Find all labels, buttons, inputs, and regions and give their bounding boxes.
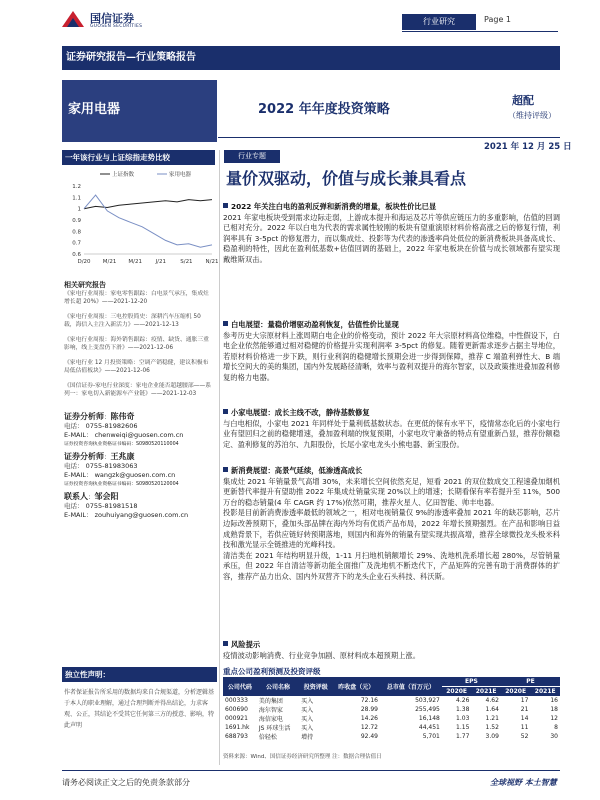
table-row [223,723,560,732]
table-title: 重点公司盈利预测及投资评级 [223,667,321,676]
table-header: 公司代码 [223,677,257,696]
table-cell: 1.64 [485,706,499,713]
footer-divider [62,770,560,771]
table-cell: 4.26 [456,697,470,704]
section-body: 2021 年家电板块受到需求边际走弱，上游成本提升和海运及芯片等供应链压力的多重影响，估值的回调已相对充分。2022 年以白电为代表的需求属性较刚的板块有望重演原材料价格高涨之后的修复行情，利润率具有 3-5pct 的修复潜力，而以集成灶、投影等为代表的渗透率尚处低位的新消费板块具备高成长、稳盈利的特性，因此在盈利低基数+估值回调的基础上，2022 年家电板块在价值与成长领域都有望实现戴维斯双击。 [223,212,560,264]
bullet-square-icon [223,641,228,646]
table-cell: 12.72 [360,724,378,731]
table-subheader: 2020E [442,687,472,697]
analyst-phone: 电话： 0755-81982606 [64,422,138,430]
headline: 量价双驱动，价值与成长兼具看点 [226,169,467,188]
contact-email[interactable]: E-MAIL： zouhuiyang@guosen.com.cn [64,511,189,519]
y-tick-label: 1 [77,206,81,213]
related-reports-title: 相关研究报告 [64,281,106,289]
table-cell: 44,451 [418,724,440,731]
y-tick-label: 1.1 [72,195,81,202]
independence-text: 作者保证报告所采用的数据均来自合规渠道，分析逻辑基于本人的职业理解，通过合理判断并得出结论，力求客观、公正，其结论不受其它任何第三方的授意、影响，特此声明 [64,689,215,729]
related-report-item[interactable]: 《家电行业 12 月投资策略：空调产销稳健，建议积极布局低估值板块》——2021-12-06 [64,360,209,374]
table-cell: 海信家电 [258,716,283,723]
table-header: 公司名称 [257,677,299,696]
y-tick-label: 0.7 [72,240,81,247]
header-divider [402,31,558,32]
section-body: 清洁类在 2021 年结构明显升级，1-11 月扫地机销额增长 29%、洗地机洗系增长超 280%，尽管销量承压，但 2022 年自清洁等新功能全面推广及洗地机不断迭代下，产品矩阵的完善有助于消费群体的扩容，推荐产品力出众、国内外双营齐下的龙头企业石头科技、科沃斯。 [223,550,560,581]
date-divider [218,137,560,138]
table-cell: 14 [520,715,529,722]
section-heading: 2022 年关注白电的盈利反弹和新消费的增量，板块性价比已显 [231,202,437,211]
table-cell: 增持 [301,734,314,741]
table-cell: 18 [550,706,558,713]
table-cell: 8 [554,724,558,731]
bullet-square-icon [223,467,228,472]
analyst-email[interactable]: E-MAIL： chenweiqi@guosen.com.cn [64,431,184,439]
table-cell: 30 [550,733,558,740]
table-cell: 17 [520,697,529,704]
table-cell: 28.99 [360,706,378,713]
report-date: 2021 年 12 月 25 日 [484,142,572,152]
legend-label: 上证指数 [112,172,135,178]
table-cell: 21 [520,706,529,713]
table-cell: JS 环球生活 [258,725,291,732]
report-title: 2022 年年度投资策略 [258,102,390,117]
table-cell: 688793 [225,733,248,740]
analyst-block: 证券分析师：王兆康 电话： 0755-81983063 E-MAIL： wangzk@guosen.com.cn 证券投资咨询执业资格证书编码：S0980520120004 [64,452,179,487]
table-subheader: 2021E [471,687,501,697]
table-cell: 600690 [225,706,248,713]
table-cell: 1.03 [456,715,470,722]
brand-name: 国信证券 [90,12,134,25]
table-source: 资料来源：Wind、国信证券经济研究所整理 注：数据合理估值日 [223,754,382,760]
y-tick-label: 0.8 [72,229,81,236]
table-header: EPS [442,677,501,687]
table-cell: 000333 [225,697,248,704]
section-4 [223,466,560,583]
table-cell: 1.52 [485,724,499,731]
table-cell: 503,927 [415,697,440,704]
report-type-bar: 证券研究报告—行业策略报告 [62,46,560,70]
analyst-role: 证券分析师 [64,412,104,421]
table-cell: 4.62 [485,697,499,704]
section-5 [223,640,560,661]
forecast-table [223,677,560,741]
header-tag: 行业研究 [402,14,476,30]
section-body: 集成灶 2021 年销量景气高增 30%，未来增长空间依然充足，短看 2021 的双位数成交工程速叠加烟机更新替代率提升有望助推 2022 年集成灶销量实现 20%以上的增速；长期看保有率若提升至 11%，500 万台的稳态销量(4 年 CAGR 约 17%)依然可期，推荐火星人、亿田智能、帅丰电器。 [223,476,560,507]
table-cell: 1.77 [456,733,470,740]
table-row [223,696,560,705]
table-cell: 12 [550,715,558,722]
bullet-square-icon [223,321,228,326]
table-cell: 000921 [225,715,248,722]
table-cell: 255,495 [415,706,440,713]
table-subheader: 2021E [530,687,560,697]
table-cell: 倍轻松 [258,734,277,741]
table-cell: 买入 [301,698,314,705]
contact-name: 邹会阳 [94,492,119,501]
table-cell: 买入 [301,707,314,714]
section-heading: 新消费展望：高景气延续，低渗透高成长 [231,466,363,475]
table-header: 投资评级 [299,677,332,696]
related-report-item[interactable]: 《家电行业周报：家电零售跟踪：白电景气承压，集成灶增长超 20%》——2021-12-20 [64,291,209,305]
footer-slogan: 全球视野 本土智慧 [490,778,557,787]
table-cell: 72.16 [360,697,378,704]
section-3 [223,408,560,450]
related-report-item[interactable]: 《家电行业周报：海外销售跟踪：疫情、缺货、通胀三重影响，线上变盘仍下滑》——2021-12-06 [64,337,209,351]
table-header: PE [501,677,560,687]
section-1 [223,202,560,266]
analyst-name: 陈伟奇 [110,412,135,421]
bullet-square-icon [223,203,228,208]
x-tick-label: N/21 [205,259,219,265]
table-row [223,732,560,741]
table-cell: 11 [520,724,529,731]
section-heading: 小家电展望：成长主线不改，静待基数修复 [231,408,370,417]
table-subheader: 2020E [501,687,531,697]
table-cell: 14.26 [360,715,378,722]
legend-label: 家用电器 [169,172,192,178]
guosen-logo-icon [62,9,84,27]
x-tick-label: J/21 [155,259,167,265]
related-report-item[interactable]: 《国信证券-家电行业深度：家电企业能否超越腰部——系列一：家电切入新能源车产业链》——2021-12-03 [64,383,212,397]
table-cell: 海尔智家 [258,707,283,714]
rating: 超配 [512,94,534,107]
contact-role: 联系人 [64,492,88,501]
x-tick-label: M/21 [128,259,143,265]
analyst-phone: 电话： 0755-81983063 [64,462,138,470]
table-cell: 92.49 [360,733,378,740]
table-cell: 买入 [301,716,314,723]
table-header: 总市值（百万元） [380,677,442,696]
table-cell: 52 [520,733,529,740]
section-body: 与白电相似，小家电 2021 年同样处于量利低基数状态。在更低的保有水平下，疫情常态化后的小家电行业有望回归之前的稳健增速，叠加盈利端的恢复预期，小家电攻守兼备的特点有望重新凸显，推荐份额稳定、盈利修复的苏泊尔、九阳股份，长尾小家电龙头小熊电器、新宝股份。 [223,418,560,449]
contact-block: 联系人：邹会阳 电话： 0755-81981518 E-MAIL： zouhuiyang@guosen.com.cn [64,492,189,519]
table-cell: 16 [550,697,558,704]
section-2 [223,320,560,384]
chart-title: 一年该行业与上证综指走势比较 [62,150,215,165]
disclaimer-note: 请务必阅读正文之后的免责条款部分 [62,778,190,787]
trend-chart [62,166,217,271]
section-body: 疫情波动影响消费、行业竞争加剧、原材料成本超预期上涨。 [223,650,421,660]
topic-tag: 行业专题 [224,150,280,163]
contact-phone: 电话： 0755-81981518 [64,502,138,510]
table-cell: 1.21 [485,715,499,722]
y-tick-label: 0.9 [72,218,81,224]
table-cell: 1.15 [456,724,470,731]
table-cell: 1691.hk [225,724,250,731]
table-cell: 5,701 [422,733,440,740]
brand-name-en: GUOSEN SECURITIES [90,24,143,29]
related-report-item[interactable]: 《家电行业周报：三电控股简史：深耕汽车压缩机 50 载，海信入主注入新活力》——2021-12-13 [64,314,201,328]
analyst-cert: 证券投资咨询执业资格证书编码：S0980520120004 [64,482,179,487]
bullet-square-icon [223,409,228,414]
x-tick-label: S/21 [180,259,193,265]
page-number: Page 1 [484,15,511,24]
table-cell: 美的集团 [258,698,283,705]
independence-title: 独立性声明： [62,667,217,682]
table-header: 昨收盘（元） [332,677,380,696]
table-cell: 3.09 [485,733,499,740]
industry-label: 家用电器 [62,80,217,142]
section-body: 参考历史大宗原材料上涨周期白电企业的价格变动，预计 2022 年大宗原材料高位维稳，中性假设下，白电企业依然能够通过相对稳健的价格提升实现利润率 3-5pct 的修复。随着更新需求逐步占据主导地位，若原材料价格进一步下跌，则行业利润的稳健增长预期会进一步得到保障，推荐 C 端盈利弹性大、B 端增长空间大的美的集团，国内外发展路径清晰，效率与盈利双提升的海尔智家，以及政策推进叠加盈利修复的格力电器。 [223,330,560,382]
table-cell: 16,148 [418,715,440,722]
x-tick-label: M/21 [102,259,117,265]
table-row [223,705,560,714]
section-body: 投影是目前新消费渗透率最低的领域之一，相对电视销量仅 9%的渗透率叠加 2021 年的缺芯影响，芯片边际改善预期下，叠加头部品牌在海内外均有优质产品布局，2022 年增长预期强烈。在产品和影响日益成熟背景下，若供应链好转预期落地，则国内和海外的销量有望实现共振高增，推荐全球微投龙头极米科技和激光显示全链推进的光峰科技。 [223,508,560,550]
analyst-block: 证券分析师：陈伟奇 电话： 0755-81982606 E-MAIL： chenweiqi@guosen.com.cn 证券投资咨询执业资格证书编码：S0980520110004 [64,412,184,447]
analyst-name: 王兆康 [110,452,135,461]
table-row [223,714,560,723]
table-cell: 1.38 [456,706,470,713]
series-line-0 [84,200,212,209]
section-heading: 白电展望：量稳价增驱动盈利恢复，估值性价比显现 [231,320,399,329]
x-tick-label: D/20 [77,259,91,265]
column-divider [219,150,220,765]
analyst-role: 证券分析师 [64,452,104,461]
rating-note: （维持评级） [508,111,556,120]
section-heading: 风险提示 [231,640,261,649]
y-tick-label: 0.6 [72,252,81,258]
analyst-cert: 证券投资咨询执业资格证书编码：S0980520110004 [64,442,179,447]
analyst-email[interactable]: E-MAIL： wangzk@guosen.com.cn [64,471,176,479]
y-tick-label: 1.2 [72,184,81,190]
table-cell: 买入 [301,725,314,732]
